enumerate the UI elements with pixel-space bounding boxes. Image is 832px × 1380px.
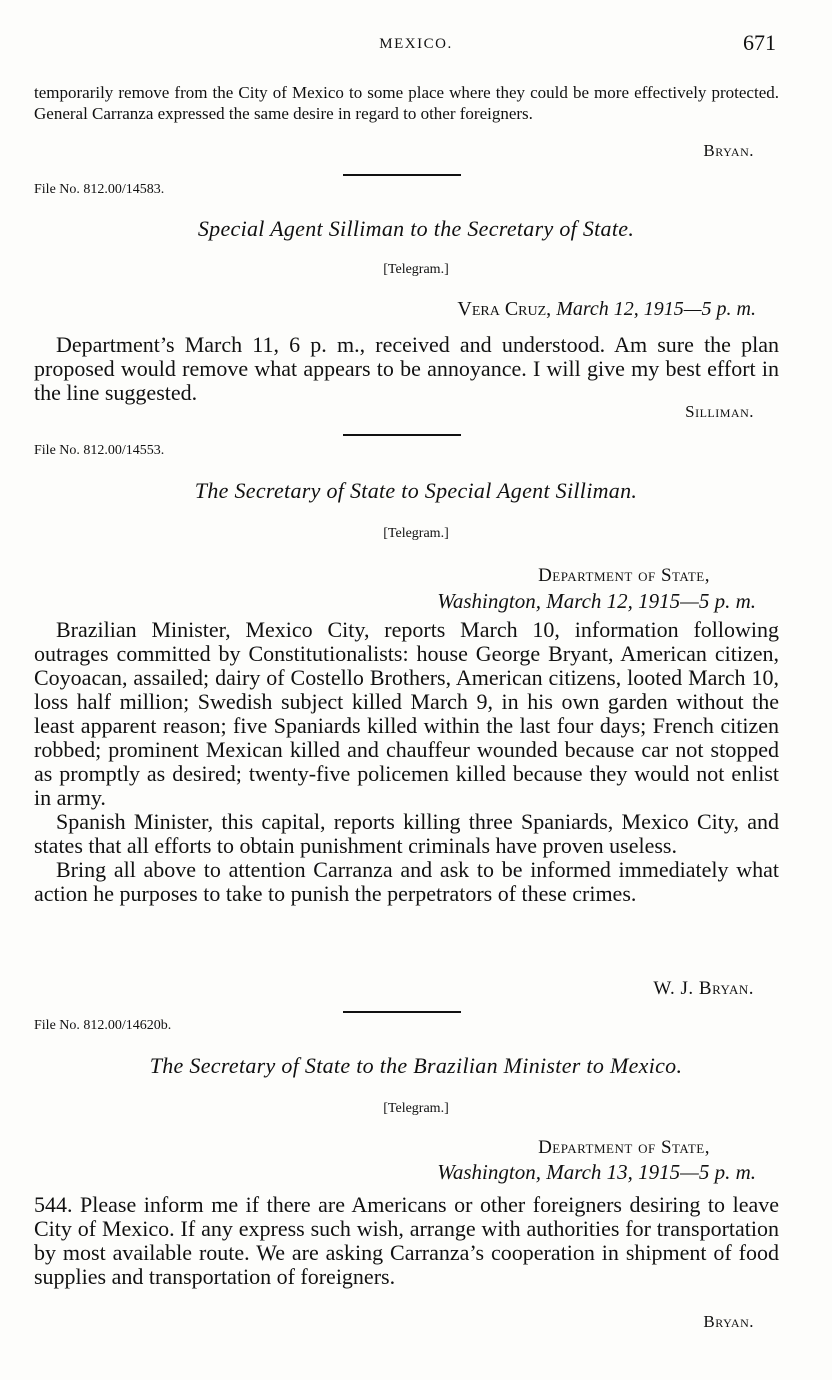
document-type: [Telegram.] — [383, 262, 449, 277]
dateline-date: March 12, 1915—5 p. m. — [556, 298, 756, 320]
paragraph: Spanish Minister, this capital, reports killing three Spaniards, Mexico City, and states that all efforts to obtain punishment criminals have proven useless. — [34, 809, 779, 858]
continuation-text: temporarily remove from the City of Mexico to some place where they could be more effectively protected. General Carranza expressed the same desire in regard to other foreigners. — [34, 83, 779, 123]
document-type: [Telegram.] — [383, 526, 449, 541]
dateline — [457, 298, 756, 321]
section-divider — [343, 1011, 461, 1013]
section-divider — [343, 434, 461, 436]
file-number: File No. 812.00/14620b. — [34, 1018, 172, 1033]
department-line: Department of State, — [538, 1137, 710, 1158]
file-number: File No. 812.00/14583. — [34, 182, 165, 197]
signature: Silliman. — [685, 402, 754, 421]
dateline: Washington, March 13, 1915—5 p. m. — [437, 1160, 756, 1184]
dateline: Washington, March 12, 1915—5 p. m. — [437, 589, 756, 613]
department-line: Department of State, — [538, 565, 710, 586]
signature: Bryan. — [703, 1312, 754, 1331]
message-body — [34, 618, 779, 906]
signature: W. J. Bryan. — [653, 978, 754, 999]
page-header — [0, 30, 832, 60]
document-title: The Secretary of State to the Brazilian Minister to Mexico. — [149, 1053, 683, 1078]
file-number: File No. 812.00/14553. — [34, 443, 165, 458]
paragraph: Brazilian Minister, Mexico City, reports March 10, information following outrages committed by Constitutionalists: house George Bryant, American citizen, Coyoacan, assailed; dairy of Costello Brothers, American citizens, looted March 10, loss half million; Swedish subject killed March 9, in his own garden without the least apparent reason; five Spaniards killed within the last four days; French citizen robbed; prominent Mexican killed and chauffeur wounded because car not stopped as promptly as desired; twenty-five policemen killed because they would not enlist in army. — [34, 617, 779, 810]
continuation-signature: Bryan. — [703, 141, 754, 160]
page-number: 671 — [743, 30, 776, 55]
section-divider — [343, 174, 461, 176]
message-body: Department’s March 11, 6 p. m., received and understood. Am sure the plan proposed would remove what appears to be annoyance. I will give my best effort in the line suggested. — [34, 332, 779, 405]
document-type: [Telegram.] — [383, 1101, 449, 1116]
running-head: MEXICO. — [379, 36, 453, 52]
document-title: The Secretary of State to Special Agent Silliman. — [194, 478, 638, 503]
dateline-place: Vera Cruz, — [457, 298, 552, 320]
document-title: Special Agent Silliman to the Secretary of State. — [197, 216, 635, 241]
paragraph: Bring all above to attention Carranza and ask to be informed immediately what action he purposes to take to punish the perpetrators of these crimes. — [34, 857, 779, 906]
message-body: 544. Please inform me if there are Americans or other foreigners desiring to leave City of Mexico. If any express such wish, arrange with authorities for transportation by most available route. We are asking Carranza’s cooperation in shipment of food supplies and transportation of foreigners. — [34, 1192, 779, 1289]
